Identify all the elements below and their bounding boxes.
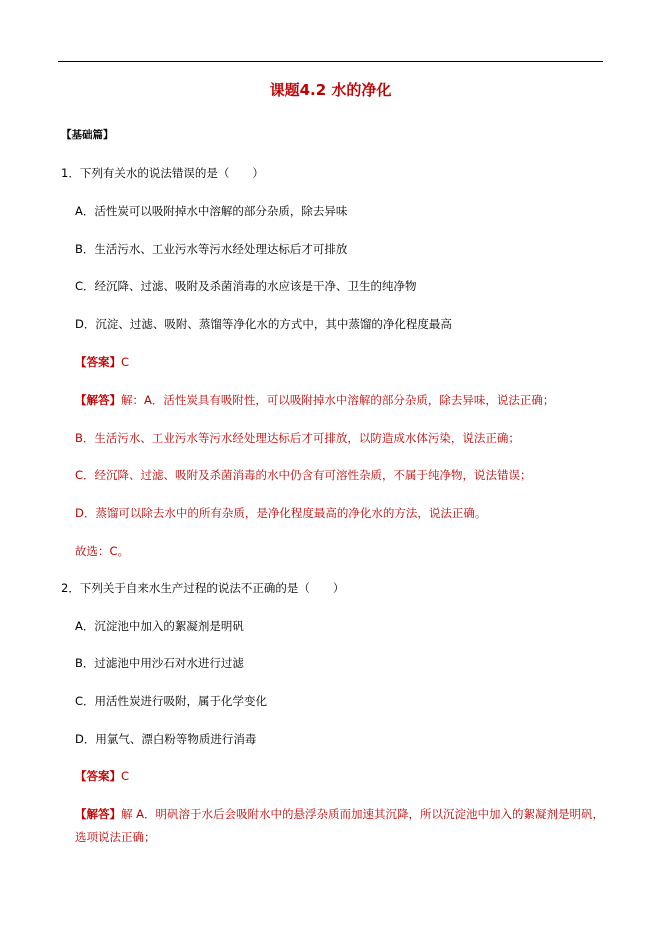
analysis-tag: 【解答】 xyxy=(75,393,121,407)
q1-analysis-line-4: D．蒸馏可以除去水中的所有杂质，是净化程度最高的净化水的方法，说法正确。 xyxy=(75,506,487,520)
header-rule xyxy=(58,61,603,62)
answer-tag: 【答案】 xyxy=(75,355,121,369)
q1-analysis-line-1 xyxy=(75,392,554,408)
q2-analysis-line-2: 选项说法正确； xyxy=(75,830,156,844)
q1-conclusion: 故选：C。 xyxy=(75,544,130,558)
analysis-text: 解：A．活性炭具有吸附性，可以吸附掉水中溶解的部分杂质，除去异味，说法正确； xyxy=(121,393,555,407)
analysis-text: 解 A．明矾溶于水后会吸附水中的悬浮杂质而加速其沉降，所以沉淀池中加入的絮凝剂是明矾， xyxy=(121,807,605,821)
answer-value: C xyxy=(121,355,130,369)
q2-option-a: A．沉淀池中加入的絮凝剂是明矾 xyxy=(75,619,244,633)
q1-option-a: A．活性炭可以吸附掉水中溶解的部分杂质，除去异味 xyxy=(75,204,348,218)
q2-answer xyxy=(75,768,129,784)
answer-tag: 【答案】 xyxy=(75,769,121,783)
q1-analysis-line-2: B．生活污水、工业污水等污水经处理达标后才可排放，以防造成水体污染，说法正确； xyxy=(75,431,520,445)
q1-option-b: B．生活污水、工业污水等污水经处理达标后才可排放 xyxy=(75,242,348,256)
q2-analysis-line-1 xyxy=(75,806,604,822)
q2-option-c: C．用活性炭进行吸附，属于化学变化 xyxy=(75,694,268,708)
question-1-stem: 1．下列有关水的说法错误的是（ ） xyxy=(61,166,264,180)
answer-value: C xyxy=(121,769,130,783)
q1-answer xyxy=(75,354,129,370)
analysis-tag: 【解答】 xyxy=(75,807,121,821)
section-heading: 【基础篇】 xyxy=(61,129,114,141)
q1-option-d: D．沉淀、过滤、吸附、蒸馏等净化水的方式中，其中蒸馏的净化程度最高 xyxy=(75,317,452,331)
question-2-stem: 2．下列关于自来水生产过程的说法不正确的是（ ） xyxy=(61,581,345,595)
page-title: 课题4.2 水的净化 xyxy=(269,81,392,99)
q2-option-d: D．用氯气、漂白粉等物质进行消毒 xyxy=(75,732,257,746)
q1-analysis-line-3: C．经沉降、过滤、吸附及杀菌消毒的水中仍含有可溶性杂质，不属于纯净物，说法错误； xyxy=(75,468,532,482)
q2-option-b: B．过滤池中用沙石对水进行过滤 xyxy=(75,656,244,670)
q1-option-c: C．经沉降、过滤、吸附及杀菌消毒的水应该是干净、卫生的纯净物 xyxy=(75,279,417,293)
